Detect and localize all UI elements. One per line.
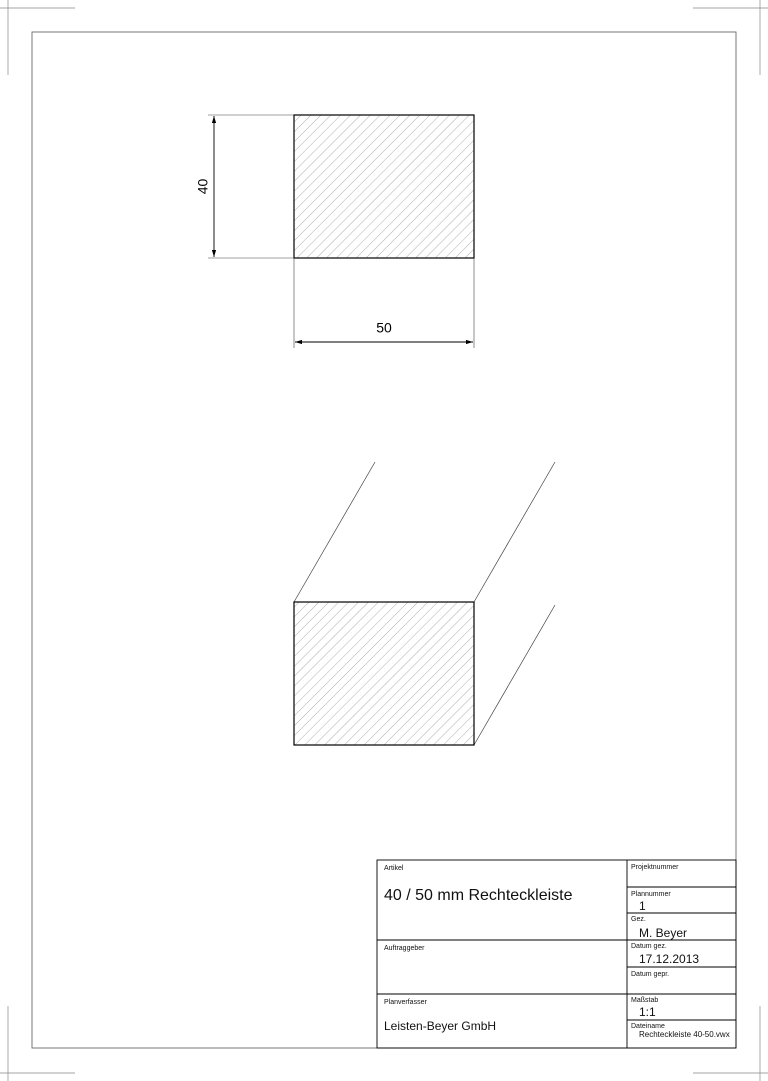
datum-gez-label: Datum gez. xyxy=(631,943,667,950)
dateiname-label: Dateiname xyxy=(631,1023,665,1030)
cross-section-rectangle xyxy=(294,115,474,258)
profile-edge-top-left xyxy=(294,462,375,602)
artikel-value: 40 / 50 mm Rechteckleiste xyxy=(384,887,573,904)
projektnummer-label: Projektnummer xyxy=(631,864,679,871)
datum-gepr-label: Datum gepr. xyxy=(631,971,670,978)
massstab-value: 1:1 xyxy=(639,1005,656,1019)
massstab-label: Maßstab xyxy=(631,997,659,1004)
auftraggeber-label: Auftraggeber xyxy=(384,945,425,952)
planverfasser-value: Leisten-Beyer GmbH xyxy=(384,1019,497,1033)
datum-gez-value: 17.12.2013 xyxy=(639,952,700,966)
gez-label: Gez. xyxy=(631,916,646,923)
plannummer-label: Plannummer xyxy=(631,891,671,898)
height-dimension-label: 40 xyxy=(194,178,211,195)
profile-edge-top-right xyxy=(474,462,555,602)
profile-face xyxy=(294,602,474,745)
title-block-text xyxy=(384,864,730,1039)
planverfasser-label: Planverfasser xyxy=(384,999,427,1006)
profile-edge-bottom-right xyxy=(474,605,555,745)
cross-section-view xyxy=(195,115,474,348)
oblique-profile-view xyxy=(294,462,555,745)
width-dimension-label: 50 xyxy=(376,319,392,336)
gez-value: M. Beyer xyxy=(639,926,688,940)
dateiname-value: Rechteckleiste 40-50.vwx xyxy=(639,1030,730,1039)
artikel-label: Artikel xyxy=(384,865,404,872)
plannummer-value: 1 xyxy=(639,899,646,913)
